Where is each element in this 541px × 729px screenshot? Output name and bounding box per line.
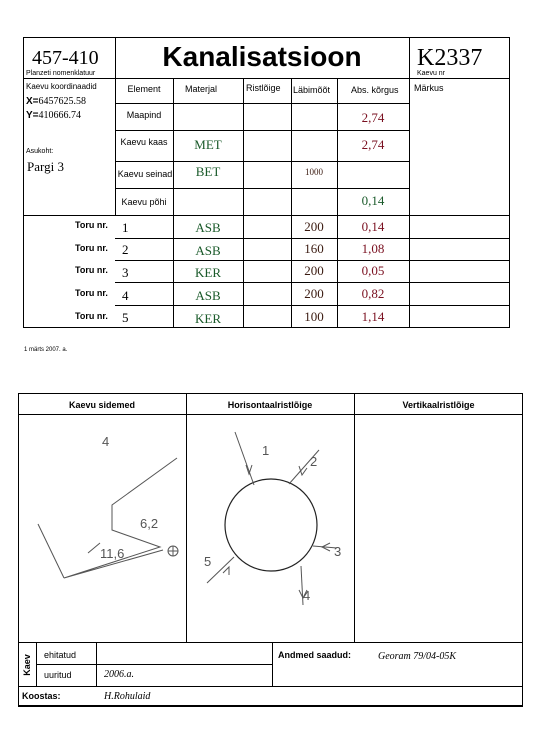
pipe-height: 0,14 <box>361 219 385 234</box>
pipe-material: KER <box>195 311 221 326</box>
element-material: BET <box>195 164 221 179</box>
horizontal-sketch <box>207 432 337 605</box>
col-element: Element <box>127 84 161 94</box>
location-value: Pargi 3 <box>27 159 64 174</box>
nomenclature-code: 457-410 <box>32 47 99 69</box>
element-name: Kaevu põhi <box>121 197 167 207</box>
pipe-label: Toru nr. <box>75 265 108 275</box>
pipe-height: 1,08 <box>361 241 385 256</box>
compiled-label: Koostas: <box>22 691 61 701</box>
col-cross-section: Ristlõige <box>246 83 281 93</box>
hand-label-h5: 5 <box>204 554 212 569</box>
footer-side-label: Kaev <box>22 654 32 676</box>
pipe-no: 5 <box>122 310 129 325</box>
hand-label-h1: 1 <box>262 443 270 458</box>
surveyed-value: 2006.a. <box>104 669 134 680</box>
well-number-label: Kaevu nr <box>417 70 446 77</box>
surveyed-label: uuritud <box>44 670 72 680</box>
hand-label-h4: 4 <box>303 588 311 603</box>
element-height: 0,14 <box>361 193 385 208</box>
location-label: Asukoht: <box>26 148 54 155</box>
pipe-no: 3 <box>122 265 129 280</box>
pipe-diameter: 200 <box>304 263 324 278</box>
data-source-label: Andmed saadud: <box>278 650 352 660</box>
pipe-label: Toru nr. <box>75 220 108 230</box>
sketch-col-horizontal: Horisontaalristlõige <box>227 400 313 410</box>
pipe-height: 1,14 <box>361 309 385 324</box>
pipe-height: 0,05 <box>361 263 385 278</box>
hand-label-11-6: 11,6 <box>100 546 125 561</box>
nomenclature-label: Planzeti nomenklatuur <box>26 70 96 77</box>
hand-label-6-2: 6,2 <box>140 516 159 531</box>
coord-y-value: 410666.74 <box>38 110 82 121</box>
hand-label-4: 4 <box>102 434 110 449</box>
hand-label-h2: 2 <box>310 454 318 469</box>
data-source-value: Georam 79/04-05K <box>378 651 457 662</box>
pipe-no: 4 <box>122 288 129 303</box>
pipe-diameter: 160 <box>304 241 324 256</box>
element-name: Kaevu kaas <box>120 137 168 147</box>
element-diameter: 1000 <box>305 167 323 177</box>
sketch-col-vertical: Vertikaalristlõige <box>402 400 475 410</box>
pipe-label: Toru nr. <box>75 243 108 253</box>
date-note: 1 märts 2007. a. <box>24 347 68 353</box>
col-remarks: Märkus <box>414 83 444 93</box>
well-number: K2337 <box>417 45 483 71</box>
pipe-diameter: 200 <box>304 219 324 234</box>
built-label: ehitatud <box>44 650 77 660</box>
pipe-no: 1 <box>122 220 129 235</box>
pipe-material: KER <box>195 265 221 280</box>
element-name: Kaevu seinad <box>117 169 173 179</box>
pipe-material: ASB <box>195 243 221 258</box>
page-title: Kanalisatsioon <box>162 41 362 72</box>
pipe-height: 0,82 <box>361 286 385 301</box>
element-material: MET <box>194 137 222 152</box>
pipe-diameter: 100 <box>304 309 324 324</box>
element-height: 2,74 <box>361 137 385 152</box>
hand-label-h3: 3 <box>334 544 342 559</box>
compiled-value: H.Rohulaid <box>104 691 151 702</box>
sketch-col-connections: Kaevu sidemed <box>68 400 136 410</box>
col-material: Materjal <box>185 84 218 94</box>
col-abs-height: Abs. kõrgus <box>351 85 399 95</box>
coords-label: Kaevu koordinaadid <box>26 82 97 91</box>
pipe-no: 2 <box>122 242 129 257</box>
pipe-material: ASB <box>195 288 221 303</box>
pipe-label: Toru nr. <box>75 288 108 298</box>
pipe-diameter: 200 <box>304 286 324 301</box>
coord-y-label: Y= <box>26 110 39 121</box>
coord-x-label: X= <box>26 96 39 107</box>
coord-x-value: 6457625.58 <box>38 96 87 107</box>
element-height: 2,74 <box>361 110 385 125</box>
pipe-label: Toru nr. <box>75 311 108 321</box>
col-diameter: Läbimõõt <box>293 85 331 95</box>
element-name: Maapind <box>126 110 162 120</box>
pipe-material: ASB <box>195 220 221 235</box>
